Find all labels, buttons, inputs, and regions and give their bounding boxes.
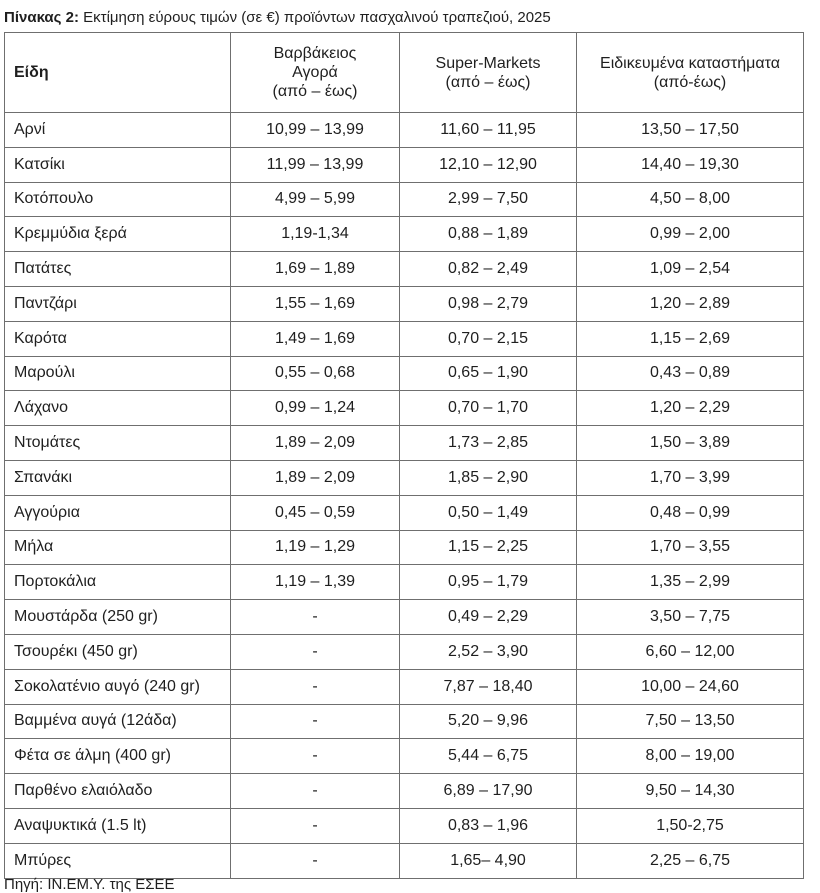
table-caption xyxy=(4,9,551,27)
specialty-store-price-cell: 1,50-2,75 xyxy=(577,808,804,843)
header-items: Είδη xyxy=(5,33,231,113)
varvakeios-price-cell: 1,19 – 1,29 xyxy=(231,530,400,565)
varvakeios-price-cell: 1,19 – 1,39 xyxy=(231,565,400,600)
specialty-store-price-cell: 1,20 – 2,29 xyxy=(577,391,804,426)
specialty-store-price-cell: 1,70 – 3,55 xyxy=(577,530,804,565)
table-row xyxy=(5,495,804,530)
table-row xyxy=(5,252,804,287)
specialty-store-price-cell: 3,50 – 7,75 xyxy=(577,600,804,635)
item-name-cell: Αναψυκτικά (1.5 lt) xyxy=(5,808,231,843)
item-name-cell: Παρθένο ελαιόλαδο xyxy=(5,774,231,809)
supermarket-price-cell: 0,65 – 1,90 xyxy=(400,356,577,391)
varvakeios-price-cell: 0,45 – 0,59 xyxy=(231,495,400,530)
table-row xyxy=(5,669,804,704)
varvakeios-price-cell: 1,89 – 2,09 xyxy=(231,426,400,461)
table-row xyxy=(5,704,804,739)
item-name-cell: Κατσίκι xyxy=(5,147,231,182)
varvakeios-price-cell: 1,49 – 1,69 xyxy=(231,321,400,356)
supermarket-price-cell: 0,83 – 1,96 xyxy=(400,808,577,843)
table-row xyxy=(5,113,804,148)
specialty-store-price-cell: 7,50 – 13,50 xyxy=(577,704,804,739)
varvakeios-price-cell: - xyxy=(231,669,400,704)
supermarket-price-cell: 6,89 – 17,90 xyxy=(400,774,577,809)
specialty-store-price-cell: 4,50 – 8,00 xyxy=(577,182,804,217)
specialty-store-price-cell: 6,60 – 12,00 xyxy=(577,634,804,669)
item-name-cell: Τσουρέκι (450 gr) xyxy=(5,634,231,669)
header-specialty-stores: Ειδικευμένα καταστήματα (από-έως) xyxy=(577,33,804,113)
item-name-cell: Σπανάκι xyxy=(5,460,231,495)
varvakeios-price-cell: 0,55 – 0,68 xyxy=(231,356,400,391)
varvakeios-price-cell: - xyxy=(231,634,400,669)
table-row xyxy=(5,356,804,391)
item-name-cell: Πατάτες xyxy=(5,252,231,287)
table-row xyxy=(5,808,804,843)
varvakeios-price-cell: - xyxy=(231,704,400,739)
varvakeios-price-cell: 10,99 – 13,99 xyxy=(231,113,400,148)
supermarket-price-cell: 0,49 – 2,29 xyxy=(400,600,577,635)
table-row xyxy=(5,286,804,321)
table-row xyxy=(5,426,804,461)
supermarket-price-cell: 2,99 – 7,50 xyxy=(400,182,577,217)
table-row xyxy=(5,843,804,878)
supermarket-price-cell: 0,88 – 1,89 xyxy=(400,217,577,252)
specialty-store-price-cell: 13,50 – 17,50 xyxy=(577,113,804,148)
varvakeios-price-cell: 0,99 – 1,24 xyxy=(231,391,400,426)
supermarket-price-cell: 1,15 – 2,25 xyxy=(400,530,577,565)
supermarket-price-cell: 5,20 – 9,96 xyxy=(400,704,577,739)
caption-label: Πίνακας 2: xyxy=(4,9,79,26)
supermarket-price-cell: 0,70 – 1,70 xyxy=(400,391,577,426)
price-table xyxy=(4,32,804,879)
varvakeios-price-cell: 1,89 – 2,09 xyxy=(231,460,400,495)
table-row xyxy=(5,634,804,669)
item-name-cell: Φέτα σε άλμη (400 gr) xyxy=(5,739,231,774)
supermarket-price-cell: 1,65– 4,90 xyxy=(400,843,577,878)
table-row xyxy=(5,600,804,635)
table-row xyxy=(5,530,804,565)
specialty-store-price-cell: 1,20 – 2,89 xyxy=(577,286,804,321)
item-name-cell: Αρνί xyxy=(5,113,231,148)
item-name-cell: Κοτόπουλο xyxy=(5,182,231,217)
supermarket-price-cell: 1,85 – 2,90 xyxy=(400,460,577,495)
varvakeios-price-cell: - xyxy=(231,843,400,878)
varvakeios-price-cell: - xyxy=(231,808,400,843)
supermarket-price-cell: 1,73 – 2,85 xyxy=(400,426,577,461)
specialty-store-price-cell: 1,50 – 3,89 xyxy=(577,426,804,461)
item-name-cell: Μαρούλι xyxy=(5,356,231,391)
supermarket-price-cell: 0,70 – 2,15 xyxy=(400,321,577,356)
varvakeios-price-cell: - xyxy=(231,600,400,635)
table-row xyxy=(5,739,804,774)
varvakeios-price-cell: - xyxy=(231,739,400,774)
supermarket-price-cell: 0,95 – 1,79 xyxy=(400,565,577,600)
item-name-cell: Πορτοκάλια xyxy=(5,565,231,600)
table-row xyxy=(5,565,804,600)
supermarket-price-cell: 12,10 – 12,90 xyxy=(400,147,577,182)
item-name-cell: Σοκολατένιο αυγό (240 gr) xyxy=(5,669,231,704)
supermarket-price-cell: 0,82 – 2,49 xyxy=(400,252,577,287)
varvakeios-price-cell: 1,69 – 1,89 xyxy=(231,252,400,287)
item-name-cell: Παντζάρι xyxy=(5,286,231,321)
header-supermarkets: Super-Markets (από – έως) xyxy=(400,33,577,113)
item-name-cell: Καρότα xyxy=(5,321,231,356)
item-name-cell: Μπύρες xyxy=(5,843,231,878)
table-body xyxy=(5,113,804,879)
table-row xyxy=(5,182,804,217)
table-row xyxy=(5,391,804,426)
table-row xyxy=(5,217,804,252)
varvakeios-price-cell: 1,55 – 1,69 xyxy=(231,286,400,321)
header-varvakeios: Βαρβάκειος Αγορά (από – έως) xyxy=(231,33,400,113)
header-row xyxy=(5,33,804,113)
item-name-cell: Ντομάτες xyxy=(5,426,231,461)
varvakeios-price-cell: 1,19-1,34 xyxy=(231,217,400,252)
specialty-store-price-cell: 0,43 – 0,89 xyxy=(577,356,804,391)
supermarket-price-cell: 0,50 – 1,49 xyxy=(400,495,577,530)
specialty-store-price-cell: 1,15 – 2,69 xyxy=(577,321,804,356)
supermarket-price-cell: 2,52 – 3,90 xyxy=(400,634,577,669)
varvakeios-price-cell: 4,99 – 5,99 xyxy=(231,182,400,217)
varvakeios-price-cell: - xyxy=(231,774,400,809)
table-row xyxy=(5,321,804,356)
specialty-store-price-cell: 0,48 – 0,99 xyxy=(577,495,804,530)
specialty-store-price-cell: 14,40 – 19,30 xyxy=(577,147,804,182)
specialty-store-price-cell: 1,35 – 2,99 xyxy=(577,565,804,600)
supermarket-price-cell: 5,44 – 6,75 xyxy=(400,739,577,774)
supermarket-price-cell: 7,87 – 18,40 xyxy=(400,669,577,704)
source-note: Πηγή: ΙΝ.ΕΜ.Υ. της ΕΣΕΕ xyxy=(4,876,175,893)
specialty-store-price-cell: 8,00 – 19,00 xyxy=(577,739,804,774)
specialty-store-price-cell: 2,25 – 6,75 xyxy=(577,843,804,878)
item-name-cell: Λάχανο xyxy=(5,391,231,426)
item-name-cell: Βαμμένα αυγά (12άδα) xyxy=(5,704,231,739)
item-name-cell: Μουστάρδα (250 gr) xyxy=(5,600,231,635)
item-name-cell: Αγγούρια xyxy=(5,495,231,530)
table-row xyxy=(5,774,804,809)
specialty-store-price-cell: 1,09 – 2,54 xyxy=(577,252,804,287)
varvakeios-price-cell: 11,99 – 13,99 xyxy=(231,147,400,182)
caption-text: Εκτίμηση εύρους τιμών (σε €) προϊόντων πασχαλινού τραπεζιού, 2025 xyxy=(78,9,551,26)
specialty-store-price-cell: 0,99 – 2,00 xyxy=(577,217,804,252)
table-row xyxy=(5,147,804,182)
supermarket-price-cell: 11,60 – 11,95 xyxy=(400,113,577,148)
specialty-store-price-cell: 9,50 – 14,30 xyxy=(577,774,804,809)
supermarket-price-cell: 0,98 – 2,79 xyxy=(400,286,577,321)
item-name-cell: Μήλα xyxy=(5,530,231,565)
item-name-cell: Κρεμμύδια ξερά xyxy=(5,217,231,252)
table-row xyxy=(5,460,804,495)
specialty-store-price-cell: 1,70 – 3,99 xyxy=(577,460,804,495)
specialty-store-price-cell: 10,00 – 24,60 xyxy=(577,669,804,704)
